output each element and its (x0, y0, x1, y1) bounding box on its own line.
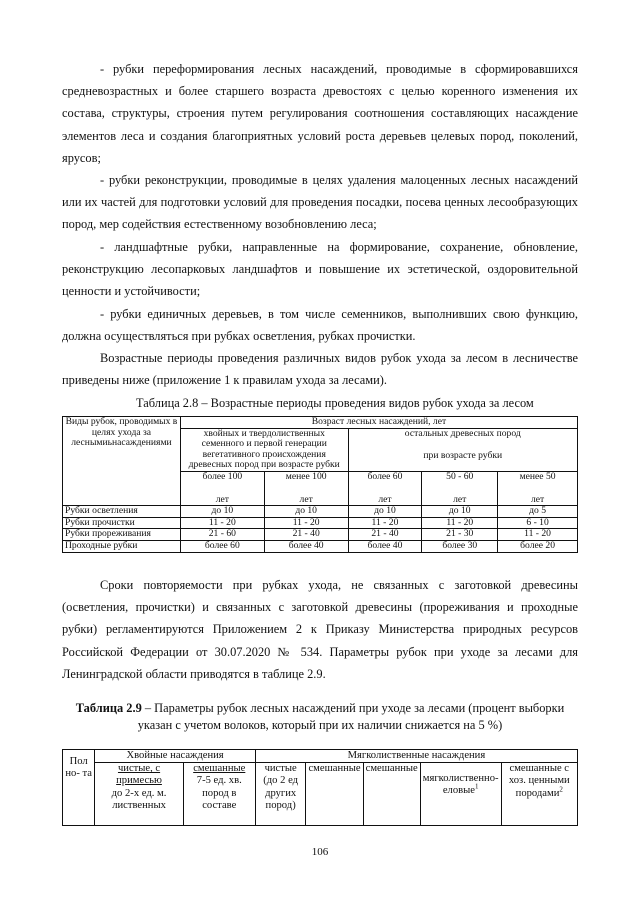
table-2-9-caption: Таблица 2.9 – Параметры рубок лесных насаждений при уходе за лесами (процент выборки указан с учетом волоков, который при их наличии снижается на 5 %) (75, 701, 565, 732)
table-2-9-group1: Хвойные насаждения (95, 750, 255, 763)
table-2-9-col-header: мягколиственно- еловые$^1$ (420, 763, 501, 826)
paragraph-reforming-cuttings: - рубки переформирования лесных насаждений, проводимые в сформировавшихся средневозрастных и более старшего возраста древостоях с целью коренного изменения их состава, структуры, строения путем регулирования соотношения составляющих насаждение элементов леса и создания благоприятных условий роста деревьев целевых пород, поколений, ярусов; (62, 62, 578, 165)
table-2-8-col-header: более 60 лет (348, 471, 422, 505)
table-2-9-col-header: чистые (до 2 ед других пород) (255, 763, 306, 826)
paragraph-age-periods: Возрастные периоды проведения различных видов рубок ухода за лесом в лесничестве приведены ниже (приложение 1 к правилам ухода за лесами). (62, 351, 578, 388)
table-row: Рубки прореживания 21 - 60 21 - 40 21 - 40 21 - 30 11 - 20 (63, 529, 578, 541)
table-2-8-sub2b-label: при возрасте рубки (423, 450, 503, 462)
table-2-8-sub1: хвойных и твердолиственных семенного и первой генерации вегетативного происхождения древесных пород при возрасте рубки (180, 428, 348, 471)
table-row: Рубки осветления до 10 до 10 до 10 до 10 до 5 (63, 506, 578, 518)
table-2-8 (62, 416, 578, 553)
paragraph-reconstruction-cuttings: - рубки реконструкции, проводимые в целях удаления малоценных лесных насаждений или их частей для подготовки условий для проведения посадки, посева ценных лесообразующих пород, мер содействия естественному возобновлению леса; (62, 173, 578, 232)
page-number: 106 (311, 846, 329, 858)
table-row: Рубки прочистки 11 - 20 11 - 20 11 - 20 11 - 20 6 - 10 (63, 517, 578, 529)
table-2-8-col-header: менее 50 лет (498, 471, 578, 505)
paragraph-landscape-cuttings: - ландшафтные рубки, направленные на формирование, сохранение, обновление, реконструкцию лесопарковых ландшафтов и повышение их эстетической, оздоровительной ценности и устойчивости; (62, 240, 578, 299)
table-2-8-sub2 (348, 428, 577, 471)
table-row: Проходные рубки более 60 более 40 более 40 более 30 более 20 (63, 540, 578, 552)
table-2-9 (62, 749, 578, 826)
table-2-9-col-header: смешанные (306, 763, 363, 826)
table-2-8-col-header: менее 100 лет (264, 471, 348, 505)
table-2-8-col-header: 50 - 60 лет (422, 471, 498, 505)
table-2-8-col-header: более 100 лет (180, 471, 264, 505)
table-2-9-col-header: смешанные 7-5 ед. хв. пород в составе (183, 763, 255, 826)
table-2-8-sub2-label: остальных древесных пород (404, 427, 521, 439)
paragraph-single-tree-cuttings: - рубки единичных деревьев, в том числе семенников, выполнивших свою функцию, должна осуществляться при рубках осветления, рубках прочистки. (62, 307, 578, 344)
table-2-9-col0-header: Пол но- та (63, 750, 95, 826)
paragraph-repetition-periods: Сроки повторяемости при рубках ухода, не связанных с заготовкой древесины (осветления, прочистки) и связанных с заготовкой древесины (прореживания и проходные рубки) регламентируются Приложением 2 к Приказу Министерства природных ресурсов Российской Федерации от 30.07.2020 № 534. Параметры рубок при уходе за лесами для Ленинградской области приводятся в таблице 2.9. (62, 578, 578, 681)
table-2-9-group2: Мягколиственные насаждения (255, 750, 577, 763)
table-2-8-col0-header: Виды рубок, проводимых в целях ухода за леснымиьнасаждениями (63, 417, 181, 506)
table-2-8-group-header: Возраст лесных насаждений, лет (180, 417, 577, 429)
table-2-9-col-header: смешанные с хоз. ценными породами$^2$ (501, 763, 577, 826)
table-2-9-col-header: смешанные (363, 763, 420, 826)
table-2-9-col-header: чистые, с примесью до 2-х ед. м. лиственных (95, 763, 183, 826)
table-2-8-caption: Таблица 2.8 – Возрастные периоды проведения видов рубок ухода за лесом (136, 396, 534, 410)
